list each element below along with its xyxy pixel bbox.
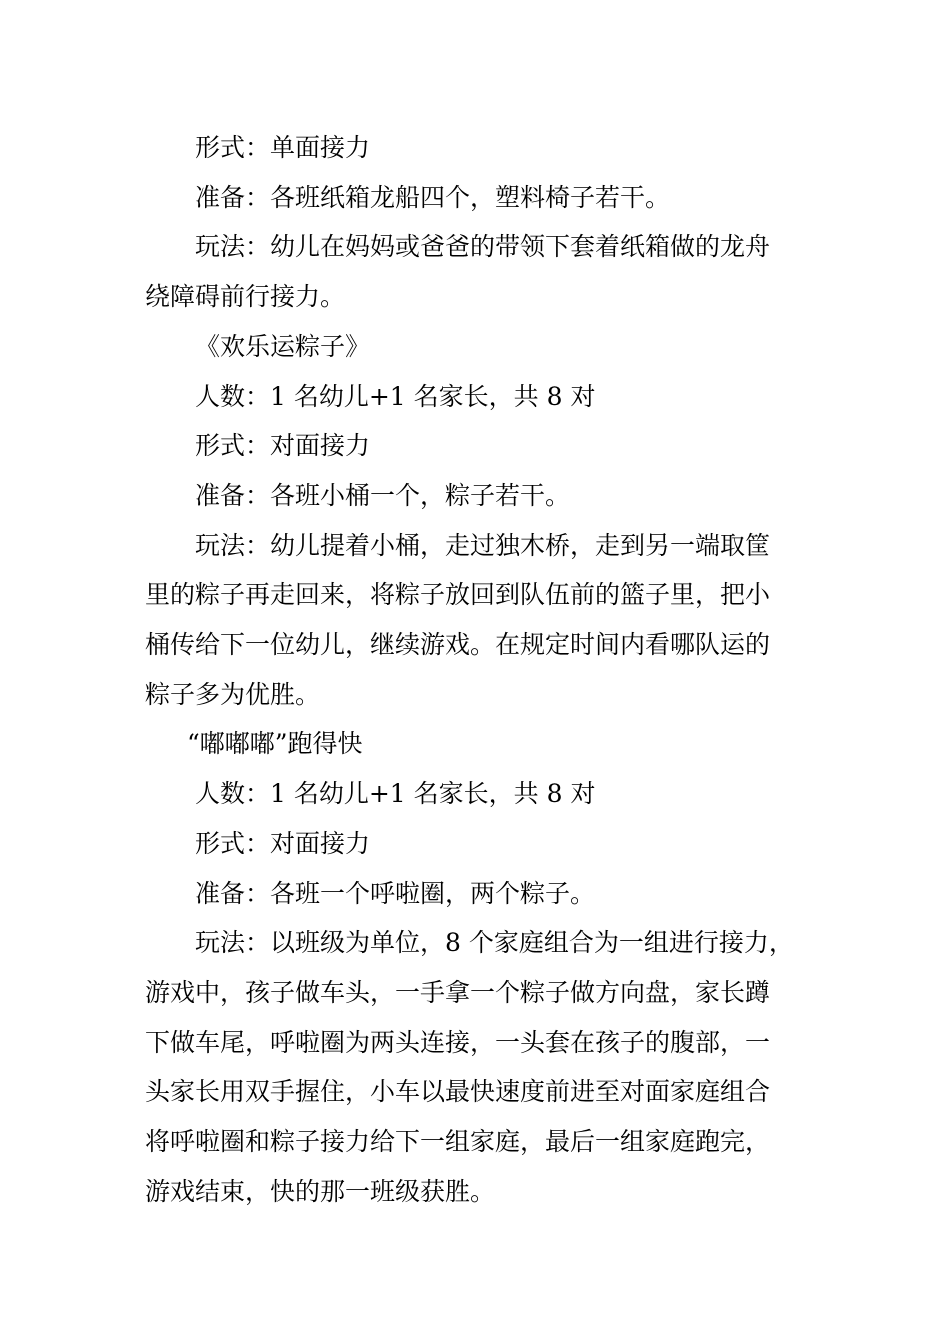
text-line: 下做车尾，呼啦圈为两头连接，一头套在孩子的腹部，一: [145, 1027, 771, 1057]
paragraph-form-single: [145, 123, 805, 173]
paragraph-preparation-dragon-boat: [145, 173, 805, 223]
text-line: 《欢乐运粽子》: [195, 331, 371, 361]
text-line: 准备：各班纸箱龙船四个，塑料椅子若干。: [195, 182, 671, 212]
text-line: 粽子多为优胜。: [145, 679, 321, 709]
text-line: 准备：各班一个呼啦圈，两个粽子。: [195, 878, 596, 908]
paragraph-preparation-hoop: [145, 869, 805, 919]
paragraph-participants: [145, 372, 805, 422]
text-line: 桶传给下一位幼儿，继续游戏。在规定时间内看哪队运的: [145, 630, 771, 660]
section-title-dududu: [145, 719, 805, 769]
text-line: 玩法：幼儿提着小桶，走过独木桥，走到另一端取筐: [195, 530, 771, 560]
text-line: 玩法：幼儿在妈妈或爸爸的带领下套着纸箱做的龙舟: [195, 232, 771, 262]
paragraph-rules-dragon-boat: [145, 222, 805, 321]
text-line: 人数：1 名幼儿+1 名家长，共 8 对: [195, 381, 596, 411]
text-line: 形式：对面接力: [195, 828, 371, 858]
text-line: 形式：对面接力: [195, 431, 371, 461]
section-title-zongzi: [145, 322, 805, 372]
text-line: “嘟嘟嘟”跑得快: [187, 729, 363, 759]
text-line: 人数：1 名幼儿+1 名家长，共 8 对: [195, 779, 596, 809]
paragraph-rules-zongzi: [145, 521, 805, 720]
text-line: 头家长用双手握住，小车以最快速度前进至对面家庭组合: [145, 1077, 771, 1107]
text-line: 游戏中，孩子做车头，一手拿一个粽子做方向盘，家长蹲: [145, 977, 771, 1007]
text-line: 里的粽子再走回来，将粽子放回到队伍前的篮子里，把小: [145, 580, 771, 610]
paragraph-rules-hoop: [145, 918, 805, 1216]
paragraph-form-opposite-2: [145, 819, 805, 869]
text-line: 游戏结束，快的那一班级获胜。: [145, 1176, 496, 1206]
text-line: 玩法：以班级为单位，8 个家庭组合为一组进行接力，: [195, 928, 794, 958]
text-line: 将呼啦圈和粽子接力给下一组家庭，最后一组家庭跑完，: [145, 1127, 771, 1157]
paragraph-form-opposite: [145, 421, 805, 471]
paragraph-preparation-bucket: [145, 471, 805, 521]
text-line: 绕障碍前行接力。: [145, 282, 346, 312]
paragraph-participants-2: [145, 769, 805, 819]
text-line: 形式：单面接力: [195, 133, 371, 162]
text-line: 准备：各班小桶一个，粽子若干。: [195, 480, 571, 510]
document-body: [145, 123, 805, 1216]
